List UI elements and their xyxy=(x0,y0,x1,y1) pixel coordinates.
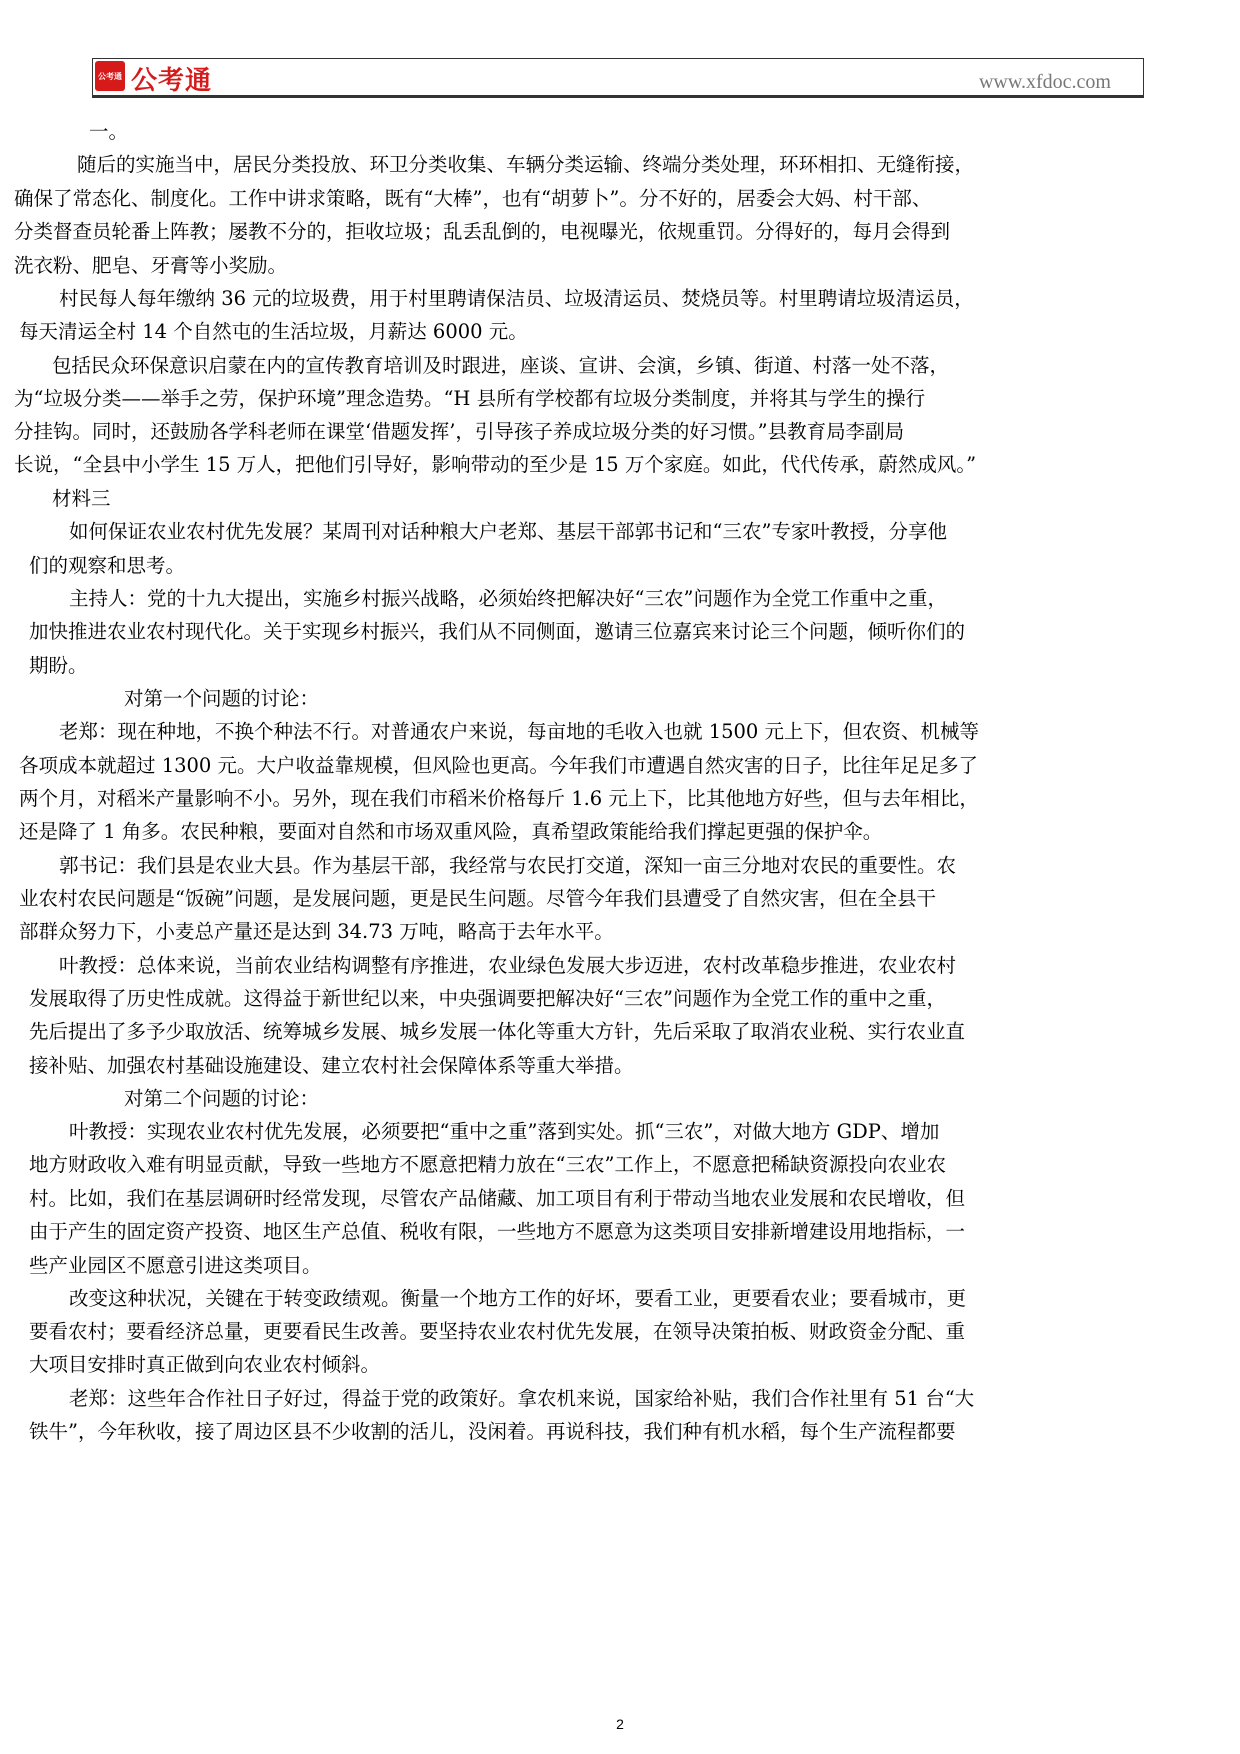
text-line: 们的观察和思考。 xyxy=(29,554,186,577)
text-line: 随后的实施当中，居民分类投放、环卫分类收集、车辆分类运输、终端分类处理，环环相扣、无缝衔接， xyxy=(77,153,975,176)
text-line: 村民每人每年缴纳 36 元的垃圾费，用于村里聘请保洁员、垃圾清运员、焚烧员等。村里聘请垃圾清运员， xyxy=(59,287,974,310)
text-line: 改变这种状况，关键在于转变政绩观。衡量一个地方工作的好坏，要看工业，更要看农业；要看城市，更 xyxy=(69,1287,967,1310)
text-line: 部群众努力下，小麦总产量还是达到 34.73 万吨，略高于去年水平。 xyxy=(19,920,614,943)
text-line: 为“垃圾分类——举手之劳，保护环境”理念造势。“H 县所有学校都有垃圾分类制度，并将其与学生的操行 xyxy=(14,387,926,410)
text-line: 各项成本就超过 1300 元。大户收益靠规模，但风险也更高。今年我们市遭遇自然灾害的日子，比往年足足多了 xyxy=(19,754,979,777)
text-line: 材料三 xyxy=(52,487,111,510)
text-line: 大项目安排时真正做到向农业农村倾斜。 xyxy=(29,1353,381,1376)
text-line: 对第一个问题的讨论： xyxy=(124,687,320,710)
text-line: 叶教授：实现农业农村优先发展，必须要把“重中之重”落到实处。抓“三农”，对做大地方 GDP、增加 xyxy=(69,1120,940,1143)
text-line: 村。比如，我们在基层调研时经常发现，尽管农产品储藏、加工项目有利于带动当地农业发展和农民增收，但 xyxy=(29,1187,966,1210)
text-line: 叶教授：总体来说，当前农业结构调整有序推进，农业绿色发展大步迈进，农村改革稳步推进，农业农村 xyxy=(59,954,957,977)
text-line: 老郑：现在种地，不换个种法不行。对普通农户来说，每亩地的毛收入也就 1500 元上下，但农资、机械等 xyxy=(59,720,980,743)
text-line: 地方财政收入难有明显贡献，导致一些地方不愿意把精力放在“三农”工作上，不愿意把稀缺资源投向农业农 xyxy=(29,1153,946,1176)
text-line: 主持人：党的十九大提出，实施乡村振兴战略，必须始终把解决好“三农”问题作为全党工作重中之重， xyxy=(69,587,947,610)
text-line: 洗衣粉、肥皂、牙膏等小奖励。 xyxy=(14,254,288,277)
text-line: 加快推进农业农村现代化。关于实现乡村振兴，我们从不同侧面，邀请三位嘉宾来讨论三个问题，倾听你们的 xyxy=(29,620,966,643)
text-line: 期盼。 xyxy=(29,654,88,677)
text-line: 包括民众环保意识启蒙在内的宣传教育培训及时跟进，座谈、宣讲、会演，乡镇、街道、村落一处不落， xyxy=(52,354,950,377)
page-number: 2 xyxy=(616,1716,624,1732)
text-line: 郭书记：我们县是农业大县。作为基层干部，我经常与农民打交道，深知一亩三分地对农民的重要性。农 xyxy=(59,854,957,877)
text-line: 老郑：这些年合作社日子好过，得益于党的政策好。拿农机来说，国家给补贴，我们合作社里有 51 台“大 xyxy=(69,1387,975,1410)
text-line: 每天清运全村 14 个自然屯的生活垃圾，月薪达 6000 元。 xyxy=(19,320,528,343)
text-line: 如何保证农业农村优先发展？某周刊对话种粮大户老郑、基层干部郭书记和“三农”专家叶教授，分享他 xyxy=(69,520,947,543)
text-line: 还是降了 1 角多。农民种粮，要面对自然和市场双重风险，真希望政策能给我们撑起更强的保护伞。 xyxy=(19,820,883,843)
logo-text: 公考通 xyxy=(131,66,213,96)
site-url: www.xfdoc.com xyxy=(978,71,1111,93)
text-line: 铁牛”，今年秋收，接了周边区县不少收割的活儿，没闲着。再说科技，我们种有机水稻，每个生产流程都要 xyxy=(29,1420,956,1443)
text-line: 确保了常态化、制度化。工作中讲求策略，既有“大棒”，也有“胡萝卜”。分不好的，居委会大妈、村干部、 xyxy=(14,187,932,210)
text-line: 先后提出了多予少取放活、统筹城乡发展、城乡发展一体化等重大方针，先后采取了取消农业税、实行农业直 xyxy=(29,1020,966,1043)
text-line: 分挂钩。同时，还鼓励各学科老师在课堂‘借题发挥’，引导孩子养成垃圾分类的好习惯。”县教育局李副局 xyxy=(14,420,905,443)
text-line: 由于产生的固定资产投资、地区生产总值、税收有限，一些地方不愿意为这类项目安排新增建设用地指标，一 xyxy=(29,1220,966,1243)
logo-badge: 公考通 xyxy=(95,61,125,91)
text-line: 长说，“全县中小学生 15 万人，把他们引导好，影响带动的至少是 15 万个家庭。如此，代代传承，蔚然成风。” xyxy=(14,453,977,476)
text-line: 接补贴、加强农村基础设施建设、建立农村社会保障体系等重大举措。 xyxy=(29,1054,634,1077)
text-line: 对第二个问题的讨论： xyxy=(124,1087,320,1110)
page-header xyxy=(92,58,1144,98)
text-line: 两个月，对稻米产量影响不小。另外，现在我们市稻米价格每斤 1.6 元上下，比其他地方好些，但与去年相比， xyxy=(19,787,979,810)
text-line: 业农村农民问题是“饭碗”问题，是发展问题，更是民生问题。尽管今年我们县遭受了自然灾害，但在全县干 xyxy=(19,887,936,910)
text-line: 些产业园区不愿意引进这类项目。 xyxy=(29,1254,322,1277)
text-line: 一。 xyxy=(89,120,129,143)
text-line: 分类督查员轮番上阵教；屡教不分的，拒收垃圾；乱丢乱倒的，电视曝光，依规重罚。分得好的，每月会得到 xyxy=(14,220,951,243)
text-line: 要看农村；要看经济总量，更要看民生改善。要坚持农业农村优先发展，在领导决策拍板、财政资金分配、重 xyxy=(29,1320,966,1343)
text-line: 发展取得了历史性成就。这得益于新世纪以来，中央强调要把解决好“三农”问题作为全党工作的重中之重， xyxy=(29,987,946,1010)
